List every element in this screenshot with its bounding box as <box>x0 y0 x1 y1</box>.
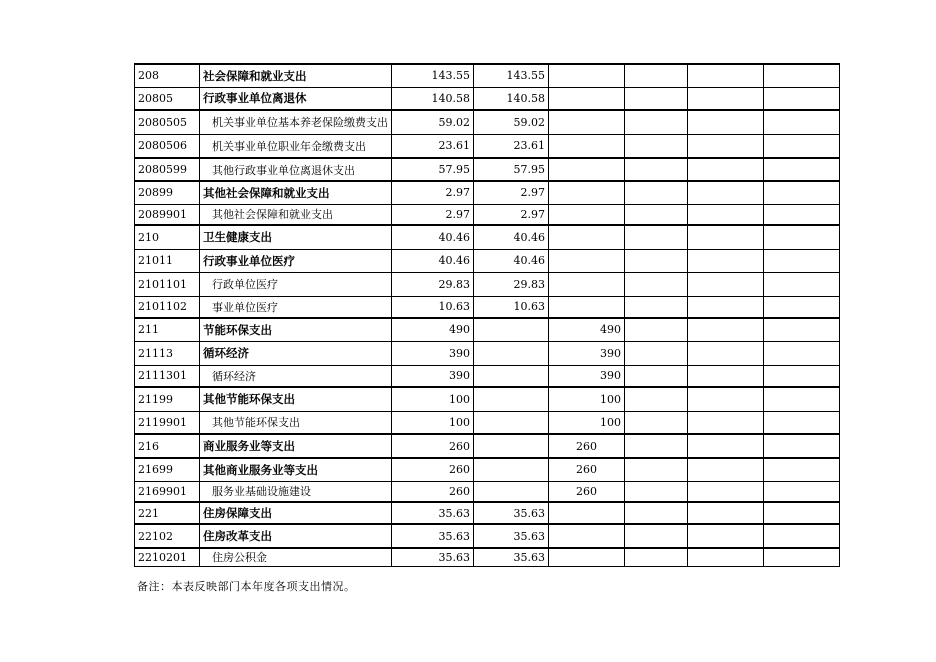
total-cell: 23.61 <box>392 134 474 158</box>
extra-cell-1 <box>625 181 688 204</box>
total-cell: 59.02 <box>392 110 474 134</box>
code-cell: 21699 <box>135 458 200 481</box>
total-cell: 260 <box>392 434 474 458</box>
extra-cell-2 <box>688 341 764 365</box>
code-cell: 221 <box>135 502 200 524</box>
basic-expenditure-cell <box>474 318 549 341</box>
basic-expenditure-cell: 59.02 <box>474 110 549 134</box>
basic-expenditure-cell: 23.61 <box>474 134 549 158</box>
item-name-cell: 服务业基础设施建设 <box>200 481 392 502</box>
total-cell: 490 <box>392 318 474 341</box>
extra-cell-3 <box>764 225 840 249</box>
table-body <box>135 64 840 566</box>
basic-expenditure-cell <box>474 387 549 411</box>
item-name-cell: 其他社会保障和就业支出 <box>200 204 392 225</box>
total-cell: 143.55 <box>392 64 474 87</box>
extra-cell-2 <box>688 524 764 548</box>
extra-cell-2 <box>688 64 764 87</box>
extra-cell-2 <box>688 296 764 318</box>
extra-cell-3 <box>764 481 840 502</box>
item-name-cell: 行政单位医疗 <box>200 272 392 296</box>
extra-cell-3 <box>764 524 840 548</box>
extra-cell-3 <box>764 548 840 566</box>
total-cell: 2.97 <box>392 181 474 204</box>
code-cell: 20899 <box>135 181 200 204</box>
project-expenditure-cell <box>549 296 625 318</box>
table-row <box>135 341 840 365</box>
code-cell: 2119901 <box>135 411 200 434</box>
table-row <box>135 249 840 272</box>
extra-cell-1 <box>625 272 688 296</box>
extra-cell-1 <box>625 481 688 502</box>
total-cell: 100 <box>392 387 474 411</box>
extra-cell-1 <box>625 134 688 158</box>
table-row <box>135 502 840 524</box>
table-row <box>135 181 840 204</box>
code-cell: 211 <box>135 318 200 341</box>
extra-cell-3 <box>764 134 840 158</box>
total-cell: 35.63 <box>392 524 474 548</box>
project-expenditure-cell: 390 <box>549 365 625 387</box>
project-expenditure-cell: 260 <box>549 481 625 502</box>
total-cell: 40.46 <box>392 225 474 249</box>
total-cell: 29.83 <box>392 272 474 296</box>
table-row <box>135 134 840 158</box>
item-name-cell: 机关事业单位基本养老保险缴费支出 <box>200 110 392 134</box>
extra-cell-1 <box>625 225 688 249</box>
project-expenditure-cell <box>549 110 625 134</box>
extra-cell-2 <box>688 411 764 434</box>
extra-cell-3 <box>764 158 840 181</box>
code-cell: 2089901 <box>135 204 200 225</box>
project-expenditure-cell: 260 <box>549 434 625 458</box>
code-cell: 2210201 <box>135 548 200 566</box>
project-expenditure-cell <box>549 134 625 158</box>
total-cell: 2.97 <box>392 204 474 225</box>
project-expenditure-cell <box>549 249 625 272</box>
project-expenditure-cell <box>549 181 625 204</box>
extra-cell-1 <box>625 548 688 566</box>
basic-expenditure-cell <box>474 481 549 502</box>
item-name-cell: 事业单位医疗 <box>200 296 392 318</box>
table-row <box>135 64 840 87</box>
extra-cell-3 <box>764 458 840 481</box>
extra-cell-3 <box>764 87 840 110</box>
total-cell: 140.58 <box>392 87 474 110</box>
table-row <box>135 318 840 341</box>
extra-cell-2 <box>688 158 764 181</box>
table-row <box>135 110 840 134</box>
basic-expenditure-cell: 2.97 <box>474 204 549 225</box>
basic-expenditure-cell: 29.83 <box>474 272 549 296</box>
code-cell: 208 <box>135 64 200 87</box>
item-name-cell: 其他节能环保支出 <box>200 387 392 411</box>
extra-cell-2 <box>688 87 764 110</box>
total-cell: 390 <box>392 341 474 365</box>
extra-cell-3 <box>764 296 840 318</box>
item-name-cell: 循环经济 <box>200 341 392 365</box>
item-name-cell: 住房改革支出 <box>200 524 392 548</box>
extra-cell-2 <box>688 181 764 204</box>
extra-cell-3 <box>764 318 840 341</box>
item-name-cell: 行政事业单位离退休 <box>200 87 392 110</box>
project-expenditure-cell <box>549 158 625 181</box>
extra-cell-1 <box>625 110 688 134</box>
table-row <box>135 204 840 225</box>
basic-expenditure-cell: 40.46 <box>474 225 549 249</box>
table-row <box>135 434 840 458</box>
code-cell: 20805 <box>135 87 200 110</box>
project-expenditure-cell: 390 <box>549 341 625 365</box>
basic-expenditure-cell: 57.95 <box>474 158 549 181</box>
total-cell: 260 <box>392 481 474 502</box>
extra-cell-1 <box>625 387 688 411</box>
item-name-cell: 节能环保支出 <box>200 318 392 341</box>
table-row <box>135 272 840 296</box>
code-cell: 21199 <box>135 387 200 411</box>
table-row <box>135 387 840 411</box>
extra-cell-1 <box>625 296 688 318</box>
extra-cell-2 <box>688 434 764 458</box>
table-row <box>135 524 840 548</box>
code-cell: 210 <box>135 225 200 249</box>
extra-cell-1 <box>625 318 688 341</box>
extra-cell-1 <box>625 249 688 272</box>
extra-cell-2 <box>688 225 764 249</box>
item-name-cell: 循环经济 <box>200 365 392 387</box>
code-cell: 216 <box>135 434 200 458</box>
item-name-cell: 其他行政事业单位离退休支出 <box>200 158 392 181</box>
extra-cell-3 <box>764 110 840 134</box>
table-row <box>135 458 840 481</box>
item-name-cell: 其他商业服务业等支出 <box>200 458 392 481</box>
item-name-cell: 机关事业单位职业年金缴费支出 <box>200 134 392 158</box>
table-row <box>135 548 840 566</box>
total-cell: 40.46 <box>392 249 474 272</box>
item-name-cell: 其他节能环保支出 <box>200 411 392 434</box>
item-name-cell: 住房保障支出 <box>200 502 392 524</box>
project-expenditure-cell <box>549 548 625 566</box>
project-expenditure-cell: 100 <box>549 411 625 434</box>
code-cell: 2111301 <box>135 365 200 387</box>
basic-expenditure-cell <box>474 341 549 365</box>
extra-cell-2 <box>688 204 764 225</box>
table-row <box>135 365 840 387</box>
basic-expenditure-cell: 40.46 <box>474 249 549 272</box>
code-cell: 2080505 <box>135 110 200 134</box>
project-expenditure-cell: 260 <box>549 458 625 481</box>
table-row <box>135 296 840 318</box>
basic-expenditure-cell: 143.55 <box>474 64 549 87</box>
project-expenditure-cell <box>549 524 625 548</box>
extra-cell-1 <box>625 204 688 225</box>
basic-expenditure-cell: 2.97 <box>474 181 549 204</box>
extra-cell-3 <box>764 64 840 87</box>
code-cell: 21113 <box>135 341 200 365</box>
extra-cell-2 <box>688 249 764 272</box>
code-cell: 2101102 <box>135 296 200 318</box>
table-row <box>135 481 840 502</box>
extra-cell-1 <box>625 458 688 481</box>
code-cell: 2080599 <box>135 158 200 181</box>
project-expenditure-cell: 490 <box>549 318 625 341</box>
table-row <box>135 87 840 110</box>
basic-expenditure-cell: 35.63 <box>474 524 549 548</box>
extra-cell-3 <box>764 434 840 458</box>
table-row <box>135 411 840 434</box>
extra-cell-1 <box>625 341 688 365</box>
basic-expenditure-cell: 10.63 <box>474 296 549 318</box>
item-name-cell: 商业服务业等支出 <box>200 434 392 458</box>
project-expenditure-cell <box>549 87 625 110</box>
basic-expenditure-cell: 35.63 <box>474 502 549 524</box>
code-cell: 2169901 <box>135 481 200 502</box>
extra-cell-3 <box>764 181 840 204</box>
extra-cell-1 <box>625 502 688 524</box>
extra-cell-2 <box>688 318 764 341</box>
extra-cell-2 <box>688 110 764 134</box>
basic-expenditure-cell <box>474 458 549 481</box>
code-cell: 2080506 <box>135 134 200 158</box>
extra-cell-2 <box>688 548 764 566</box>
total-cell: 390 <box>392 365 474 387</box>
basic-expenditure-cell <box>474 411 549 434</box>
extra-cell-2 <box>688 272 764 296</box>
project-expenditure-cell: 100 <box>549 387 625 411</box>
extra-cell-3 <box>764 272 840 296</box>
project-expenditure-cell <box>549 204 625 225</box>
extra-cell-2 <box>688 387 764 411</box>
code-cell: 2101101 <box>135 272 200 296</box>
code-cell: 21011 <box>135 249 200 272</box>
extra-cell-2 <box>688 481 764 502</box>
table-row <box>135 158 840 181</box>
basic-expenditure-cell <box>474 434 549 458</box>
total-cell: 35.63 <box>392 502 474 524</box>
code-cell: 22102 <box>135 524 200 548</box>
project-expenditure-cell <box>549 502 625 524</box>
extra-cell-2 <box>688 134 764 158</box>
extra-cell-3 <box>764 204 840 225</box>
basic-expenditure-cell <box>474 365 549 387</box>
expenditure-table <box>134 63 840 567</box>
total-cell: 35.63 <box>392 548 474 566</box>
project-expenditure-cell <box>549 272 625 296</box>
extra-cell-1 <box>625 158 688 181</box>
total-cell: 10.63 <box>392 296 474 318</box>
extra-cell-1 <box>625 87 688 110</box>
project-expenditure-cell <box>549 225 625 249</box>
extra-cell-1 <box>625 411 688 434</box>
extra-cell-2 <box>688 458 764 481</box>
extra-cell-3 <box>764 249 840 272</box>
basic-expenditure-cell: 140.58 <box>474 87 549 110</box>
item-name-cell: 住房公积金 <box>200 548 392 566</box>
extra-cell-2 <box>688 502 764 524</box>
item-name-cell: 卫生健康支出 <box>200 225 392 249</box>
extra-cell-3 <box>764 411 840 434</box>
total-cell: 100 <box>392 411 474 434</box>
extra-cell-3 <box>764 365 840 387</box>
extra-cell-1 <box>625 434 688 458</box>
total-cell: 260 <box>392 458 474 481</box>
extra-cell-1 <box>625 64 688 87</box>
extra-cell-1 <box>625 524 688 548</box>
item-name-cell: 社会保障和就业支出 <box>200 64 392 87</box>
budget-table-container <box>134 63 840 567</box>
footnote: 备注：本表反映部门本年度各项支出情况。 <box>137 580 356 593</box>
item-name-cell: 其他社会保障和就业支出 <box>200 181 392 204</box>
extra-cell-3 <box>764 502 840 524</box>
table-row <box>135 225 840 249</box>
extra-cell-3 <box>764 387 840 411</box>
extra-cell-1 <box>625 365 688 387</box>
project-expenditure-cell <box>549 64 625 87</box>
extra-cell-2 <box>688 365 764 387</box>
extra-cell-3 <box>764 341 840 365</box>
item-name-cell: 行政事业单位医疗 <box>200 249 392 272</box>
basic-expenditure-cell: 35.63 <box>474 548 549 566</box>
total-cell: 57.95 <box>392 158 474 181</box>
